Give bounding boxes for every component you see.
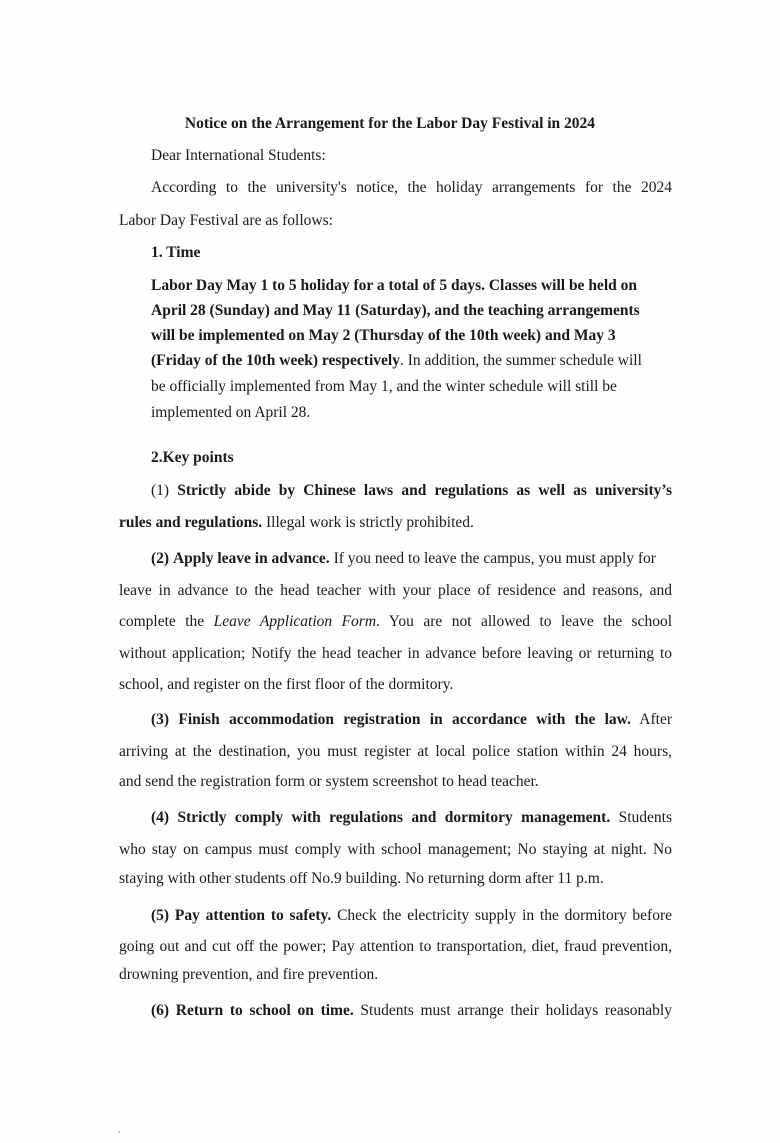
point-4-line-3: staying with other students off No.9 building. No returning dorm after 11 p.m. xyxy=(119,870,604,887)
point-bold-text: Strictly comply with regulations and dormitory management. xyxy=(177,809,611,826)
intro-line-2: Labor Day Festival are as follows: xyxy=(119,212,333,229)
section-1-line: be officially implemented from May 1, and the winter schedule will still be xyxy=(151,378,617,395)
point-6-line-1 xyxy=(151,1001,672,1021)
point-text: Check the electricity supply in the dormitory before xyxy=(331,907,673,924)
point-2-line-4: without application; Notify the head teacher in advance before leaving or returning to xyxy=(119,645,672,662)
point-5-line-2: going out and cut off the power; Pay attention to transportation, diet, fraud prevention, xyxy=(119,938,672,955)
point-text: . You are not allowed to leave the school xyxy=(376,613,672,630)
point-text: After xyxy=(630,711,673,728)
point-text: complete the xyxy=(119,613,214,630)
point-text: Students xyxy=(610,809,672,826)
point-bold-text: Pay attention to safety. xyxy=(174,907,332,924)
point-number: (3) xyxy=(151,711,170,728)
point-number: (1) xyxy=(151,482,170,499)
section-1-mixed-line xyxy=(151,351,642,371)
point-4-line-1 xyxy=(151,808,672,828)
point-3-line-1 xyxy=(151,710,672,730)
section-1-line: implemented on April 28. xyxy=(151,404,311,421)
section-1-bold-line: April 28 (Sunday) and May 11 (Saturday), and the teaching arrangements xyxy=(151,302,640,319)
point-5-line-3: drowning prevention, and fire prevention. xyxy=(119,966,379,983)
point-number: (4) xyxy=(151,809,170,826)
point-bold-text: Apply leave in advance. xyxy=(172,550,330,567)
point-text: Illegal work is strictly prohibited. xyxy=(262,514,474,531)
point-number: (5) xyxy=(151,907,170,924)
section-1-text-fragment: . In addition, the summer schedule will xyxy=(399,352,642,369)
point-2-line-1 xyxy=(151,549,672,569)
point-number: (2) xyxy=(151,550,170,567)
scan-speck xyxy=(118,1131,120,1133)
point-5-line-1 xyxy=(151,906,672,926)
section-2-heading: 2.Key points xyxy=(151,449,234,466)
point-bold-text: Strictly abide by Chinese laws and regulations as well as university’s xyxy=(177,482,672,499)
point-2-line-3 xyxy=(119,612,672,632)
point-2-line-2: leave in advance to the head teacher with your place of residence and reasons, and xyxy=(119,582,672,599)
point-bold-text: rules and regulations. xyxy=(119,514,263,531)
section-1-heading: 1. Time xyxy=(151,244,201,261)
section-1-bold-line: will be implemented on May 2 (Thursday of the 10th week) and May 3 xyxy=(151,327,616,344)
point-number: (6) xyxy=(151,1002,170,1019)
point-4-line-2: who stay on campus must comply with school management; No staying at night. No xyxy=(119,841,672,858)
point-text: If you need to leave the campus, you must apply for xyxy=(329,550,656,567)
document-title: Notice on the Arrangement for the Labor Day Festival in 2024 xyxy=(184,115,596,132)
point-bold-text: Finish accommodation registration in accordance with the law. xyxy=(178,711,631,728)
section-1-bold-fragment: (Friday of the 10th week) respectively xyxy=(151,352,400,369)
point-text: Students must arrange their holidays reasonably xyxy=(353,1002,672,1019)
section-1-bold-line: Labor Day May 1 to 5 holiday for a total of 5 days. Classes will be held on xyxy=(151,277,637,294)
point-3-line-3: and send the registration form or system screenshot to head teacher. xyxy=(119,773,539,790)
point-1-line-2 xyxy=(119,513,474,533)
point-bold-text: Return to school on time. xyxy=(175,1002,354,1019)
salutation: Dear International Students: xyxy=(151,147,326,164)
point-2-line-5: school, and register on the first floor of the dormitory. xyxy=(119,676,454,693)
point-3-line-2: arriving at the destination, you must register at local police station within 24 hours, xyxy=(119,743,672,760)
intro-line-1: According to the university's notice, the holiday arrangements for the 2024 xyxy=(151,179,672,196)
point-1-line-1 xyxy=(151,481,672,501)
form-name: Leave Application Form xyxy=(213,613,377,630)
